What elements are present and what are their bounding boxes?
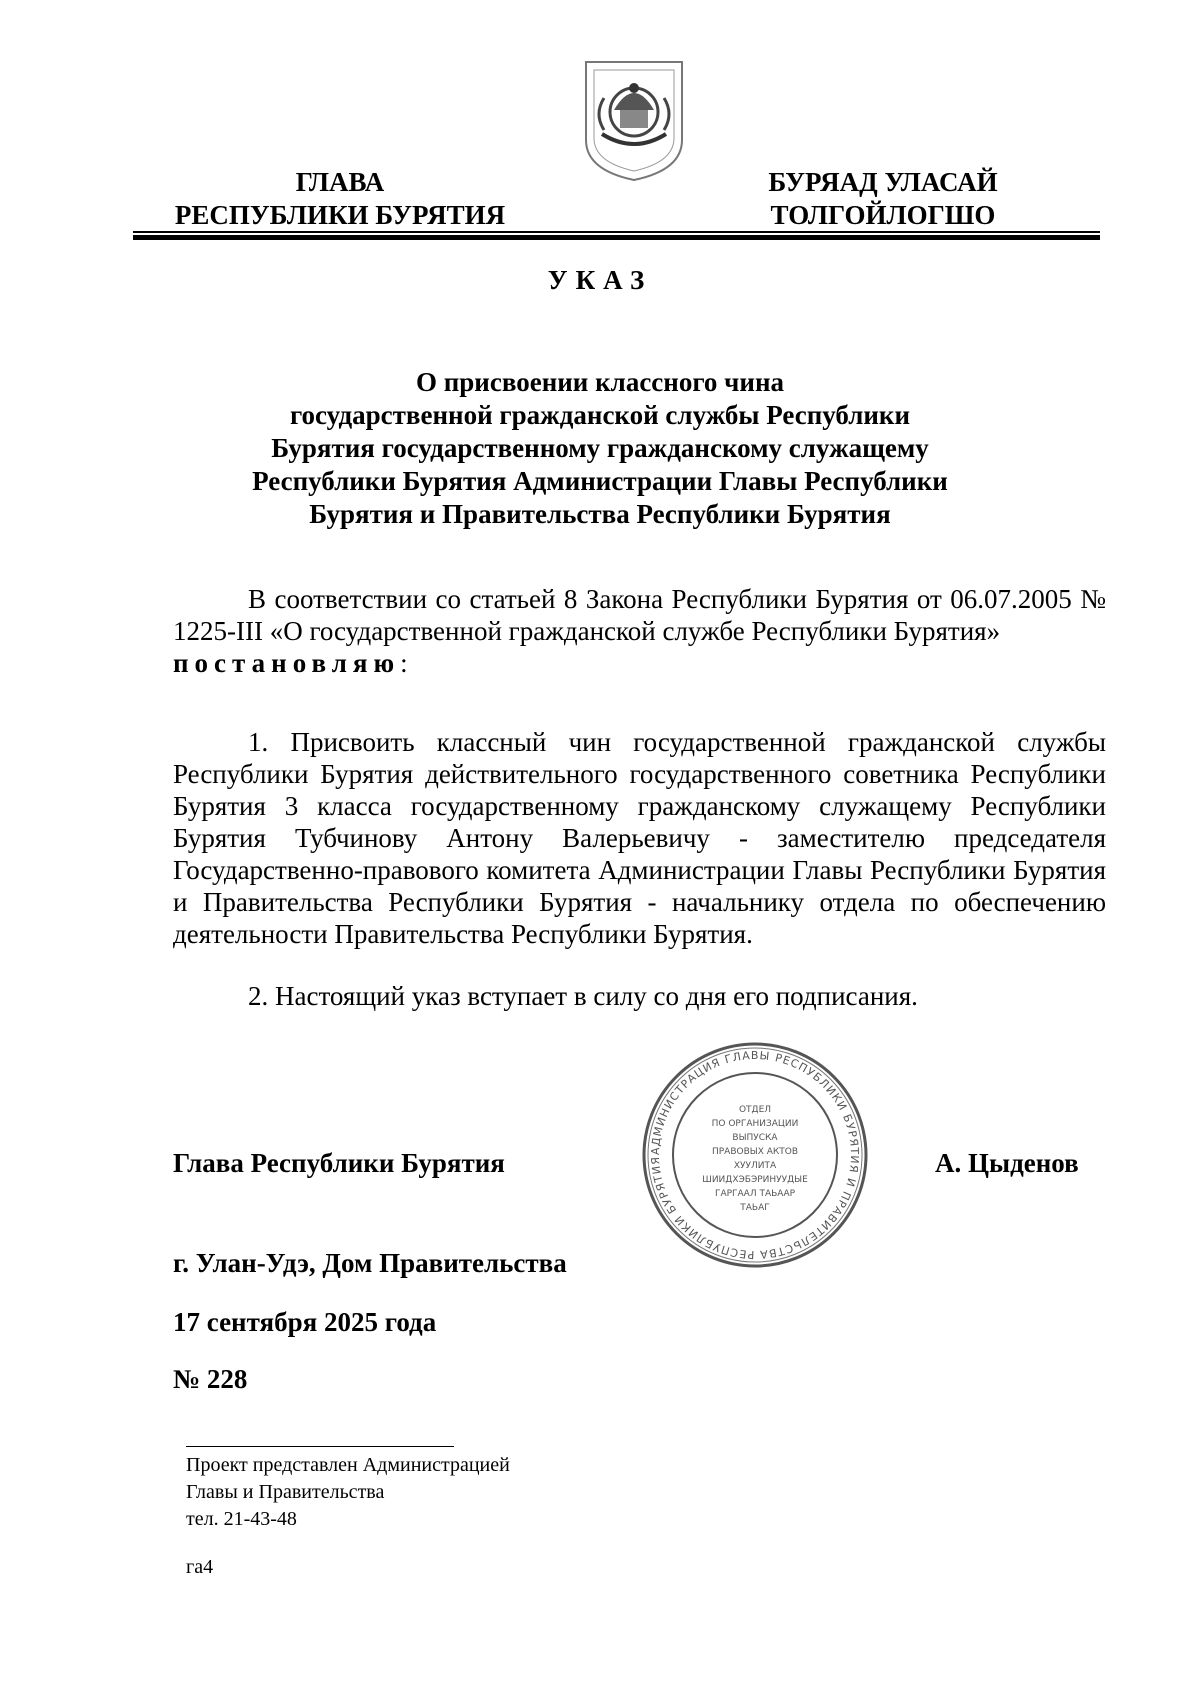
subject-line: Республики Бурятия Администрации Главы Республики [252,466,948,496]
subject-line: О присвоении классного чина [415,367,785,397]
footnote-line: тел. 21-43-48 [186,1508,297,1530]
decree-colon: : [400,648,408,678]
seal-center-line: ГАРГААЛ ТАЬААР [714,1189,796,1199]
seal-center-line: ПРАВОВЫХ АКТОВ [711,1147,799,1157]
footnote-line: Проект представлен Администрацией [186,1454,510,1476]
seal-center-line: ТАЬАГ [740,1203,770,1213]
subject-line: Бурятия государственному гражданскому служащему [271,433,929,463]
preamble-paragraph [173,583,1106,679]
header-right-line2: ТОЛГОЙЛОГШО [770,200,996,230]
document-date: 17 сентября 2025 года [173,1307,437,1337]
header-left-line1: ГЛАВА [295,167,385,197]
official-seal-icon [640,1040,870,1270]
item-1-paragraph [173,726,1106,950]
header-left-line2: РЕСПУБЛИКИ БУРЯТИЯ [174,200,506,230]
item-2-text: 2. Настоящий указ вступает в силу со дня его подписания. [248,981,918,1011]
item-1-text: 1. Присвоить классный чин государственной гражданской службы Республики Бурятия действительного государственного советника Республики Бурятия 3 класса государственному гражданскому служащему Республики Бурятия Тубчинову Антону Валерьевичу - заместителю председателя Государственно-правового комитета Администрации Главы Республики Бурятия и Правительства Республики Бурятия - начальнику отдела по обеспечению деятельности Правительства Республики Бурятия. [173,727,1106,949]
signature-name: А. Цыденов [935,1148,1079,1178]
signature-position: Глава Республики Бурятия [173,1148,505,1178]
seal-center-line: ОТДЕЛ [738,1105,772,1115]
coat-of-arms-icon [580,58,688,184]
seal-center-line: ХУУЛИТА [733,1161,777,1171]
header-right-line1: БУРЯАД УЛАСАЙ [768,167,998,197]
subject-line: государственной гражданской службы Республики [289,400,911,430]
subject-line: Бурятия и Правительства Республики Бурятия [309,499,891,529]
header-divider-thick [133,235,1100,240]
document-subject [200,366,1000,531]
item-2-paragraph [173,980,1106,1012]
seal-center-line: ПО ОРГАНИЗАЦИИ [711,1119,799,1129]
seal-outer-text: АДМИНИСТРАЦИЯ ГЛАВЫ РЕСПУБЛИКИ БУРЯТИЯ И ПРАВИТЕЛЬСТВА РЕСПУБЛИКИ БУРЯТИЯ [648,1048,862,1262]
document-place: г. Улан-Удэ, Дом Правительства [173,1248,567,1278]
footnote [186,1452,510,1533]
seal-center-line: ШИИДХЭБЭРИНУУДЫЕ [702,1175,808,1185]
footnote-divider [186,1446,454,1447]
seal-center-line: ВЫПУСКА [732,1133,778,1143]
footnote-line: Главы и Правительства [186,1481,385,1503]
header-right-title [728,166,1038,232]
document-number: № 228 [173,1364,248,1394]
document-type-title: УКАЗ [547,265,653,295]
document-code: га4 [186,1556,214,1578]
header-left-title [150,166,530,232]
header-divider-thin [133,231,1100,233]
decree-word: постановляю [173,648,401,678]
preamble-text: В соответствии со статьей 8 Закона Республики Бурятия от 06.07.2005 № 1225-III «О государственной гражданской службе Республики Бурятия» [173,584,1106,646]
